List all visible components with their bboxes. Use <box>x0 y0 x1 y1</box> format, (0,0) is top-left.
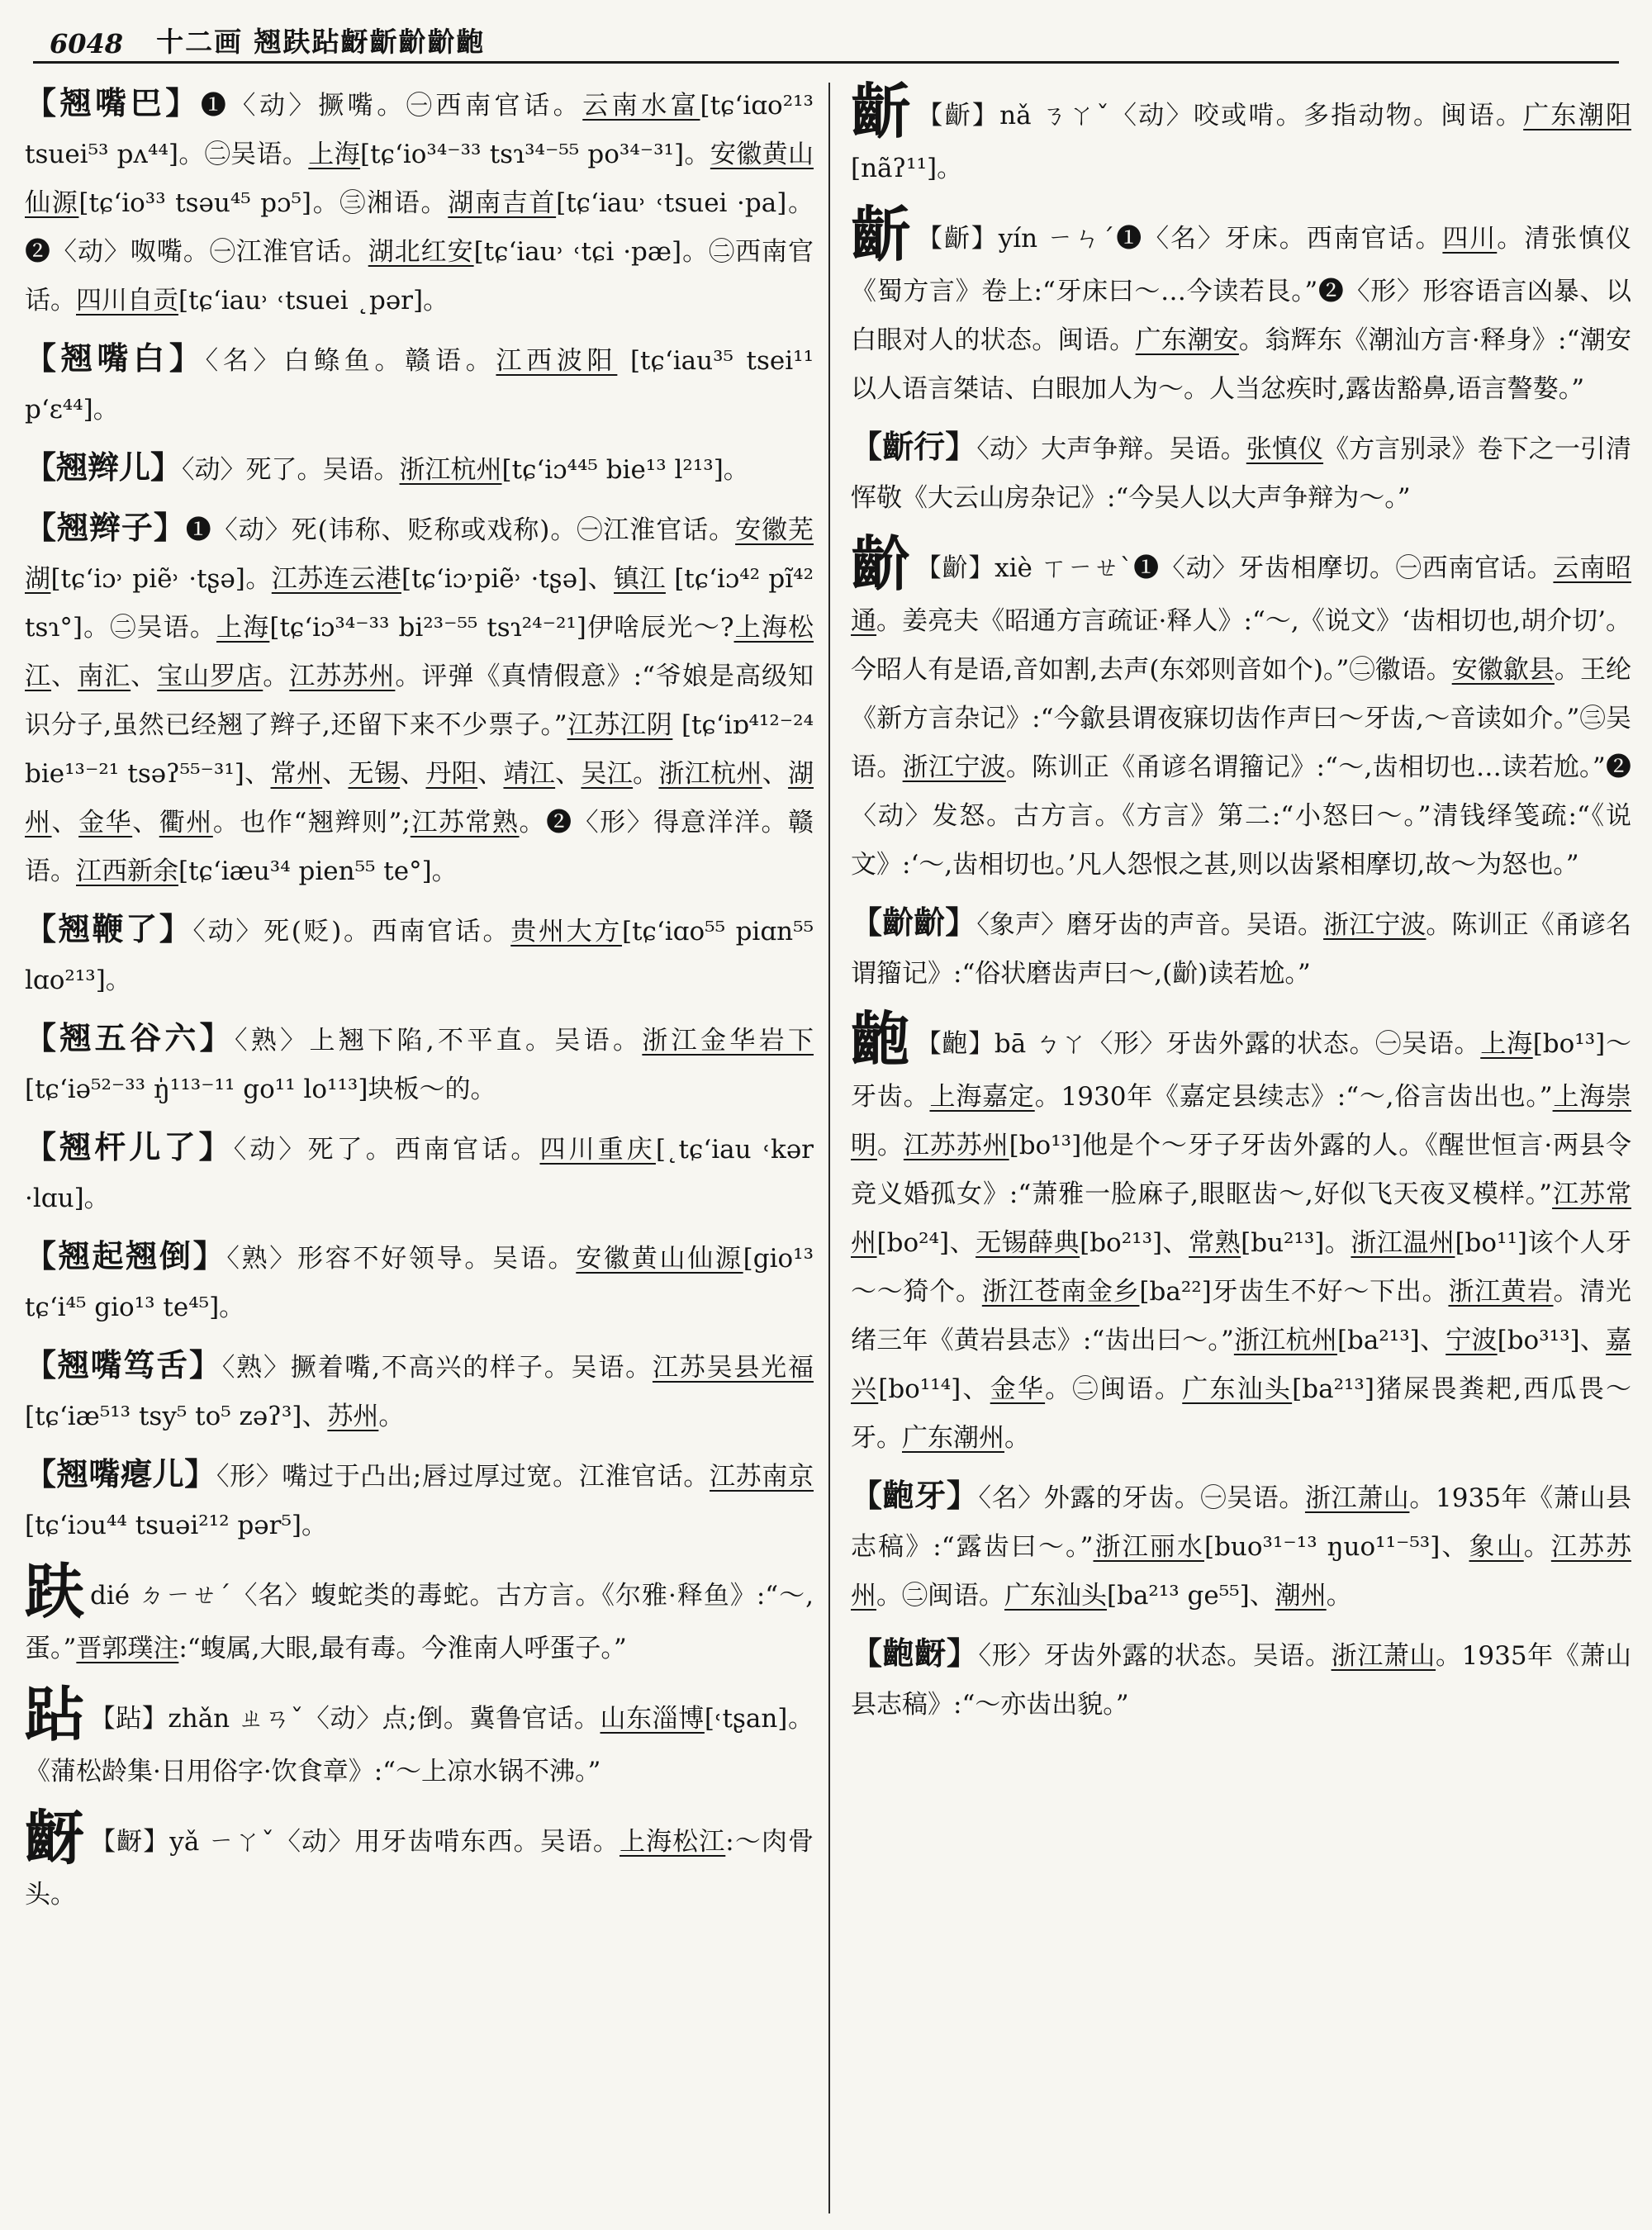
entry-headword: 【翘嘴白】 <box>25 339 206 377</box>
entry-text: 【齗】nǎ ㄋㄚˇ〈动〉咬或啃。多指动物。闽语。 <box>917 101 1524 130</box>
entry-text: 〈动〉死了。吴语。 <box>182 455 400 485</box>
entry-text: [tɕʻiau˒ ˓tsuei ·pa]。❷〈动〉呶嘴。㊀江淮官话。 <box>25 188 814 267</box>
entry-text: 。清光绪三年《黄岩县志》:“齿出曰～。” <box>851 1277 1631 1355</box>
entry-headword: 【翘杆儿了】 <box>25 1128 234 1165</box>
place-link[interactable]: 江苏苏州 <box>289 662 396 691</box>
entry-text: [bu²¹³]。 <box>1241 1228 1351 1258</box>
place-link[interactable]: 宝山罗店 <box>157 662 263 691</box>
entry-text: [˛tɕʻiau ˓kər ·lɑu]。 <box>25 1135 814 1213</box>
place-link[interactable]: 安徽黄山仙源 <box>25 140 814 218</box>
entry-text: 。 <box>1004 1423 1030 1453</box>
place-link[interactable]: 无锡薛典 <box>976 1228 1080 1258</box>
place-link[interactable]: 上海松江 <box>25 613 814 691</box>
header-rule <box>33 61 1619 64</box>
entry-text: 〈熟〉上翘下陷,不平直。吴语。 <box>235 1026 643 1056</box>
entry-text: 。姜亮夫《昭通方言疏证·释人》:“～,《说文》‘齿相切也,胡介切’。今昭人有是语,音如割,去声(东郊则音如个)。”㊁徽语。 <box>851 606 1631 685</box>
head-character: 齖 <box>25 1802 86 1872</box>
entry-text: 、 <box>477 759 504 789</box>
place-link[interactable]: 金华 <box>78 808 133 837</box>
entry-char-yin <box>851 199 1631 414</box>
entry-text: [buo³¹⁻¹³ ŋuo¹¹⁻⁵³]、 <box>1203 1532 1469 1562</box>
entry-qiaozuidushe <box>25 1340 814 1441</box>
entry-text: 【齙】bā ㄅㄚ〈形〉牙齿外露的状态。㊀吴语。 <box>915 1029 1481 1059</box>
head-character: 齗 <box>851 78 913 146</box>
place-link[interactable]: 吴江 <box>581 759 634 789</box>
entry-text: [tɕʻiɔu⁴⁴ tsuəi²¹² pər⁵]。 <box>25 1511 327 1540</box>
place-link[interactable]: 江西波阳 <box>496 346 618 376</box>
entry-text: 、 <box>762 759 789 789</box>
entry-text: 、 <box>322 759 349 789</box>
entry-text: [bo³¹³]、 <box>1497 1326 1607 1355</box>
place-link[interactable]: 浙江丽水 <box>1093 1532 1204 1562</box>
entry-text: [tɕʻiɔ˒piẽ˒ ·tʂə]、 <box>401 564 615 594</box>
entry-qiaobianle <box>25 904 814 1005</box>
entry-text: 。1935年《萧山县志稿》:“～亦齿出貌。” <box>851 1641 1631 1720</box>
entry-qiaowuguliu <box>25 1013 814 1114</box>
place-link[interactable]: 安徽芜湖 <box>25 515 814 594</box>
entry-qiaoqiqiaodao <box>25 1231 814 1332</box>
entry-text: :“蝮属,大眼,最有毒。今淮南人呼蛋子。” <box>178 1634 627 1663</box>
place-link[interactable]: 南汇 <box>78 662 131 691</box>
place-link[interactable]: 常州 <box>270 759 323 789</box>
entry-text: 【齘】xiè ㄒㄧㄝˋ❶〈动〉牙齿相摩切。㊀西南官话。 <box>915 553 1554 583</box>
entry-text: [tɕʻiæu³⁴ pien⁵⁵ te°]。 <box>178 856 458 886</box>
place-link[interactable]: 江苏吴县光福 <box>652 1353 814 1383</box>
entry-text: ❶〈动〉撅嘴。㊀西南官话。 <box>200 91 583 121</box>
entry-headword: 【齘齘】 <box>851 904 977 941</box>
entry-text: 《方言别录》卷下之一引清恽敬《大云山房杂记》:“今吴人以大声争辩为～。” <box>851 434 1631 513</box>
place-link[interactable]: 江西新余 <box>76 856 178 886</box>
place-link[interactable]: 宁波 <box>1446 1326 1498 1355</box>
right-column <box>851 78 1631 2218</box>
entry-text: 〈名〉外露的牙齿。㊀吴语。 <box>978 1483 1305 1513</box>
entry-text: 〈动〉死(贬)。西南官话。 <box>192 917 511 947</box>
entry-text: [tɕʻiɒ⁴¹²⁻²⁴ bie¹³⁻²¹ tsəʔ⁵⁵⁻³¹]、 <box>25 710 814 789</box>
place-link[interactable]: 山东淄博 <box>600 1704 705 1734</box>
entry-qiaozuiba <box>25 78 814 325</box>
place-link[interactable]: 云南水富 <box>582 91 700 121</box>
place-link[interactable]: 上海松江 <box>619 1827 726 1857</box>
place-link[interactable]: 广东汕头 <box>1004 1581 1107 1611</box>
entry-text: 。㊁闽语。 <box>876 1581 1004 1611</box>
place-link[interactable]: 常熟 <box>1189 1228 1241 1258</box>
place-link[interactable]: 浙江黄岩 <box>1448 1277 1554 1307</box>
entry-text: 、 <box>51 662 78 691</box>
place-link[interactable]: 浙江萧山 <box>1304 1483 1410 1513</box>
entry-text: 、 <box>555 759 582 789</box>
entry-xiexie <box>851 898 1631 999</box>
place-link[interactable]: 四川自贡 <box>76 286 178 316</box>
entry-text: 。 <box>876 1131 904 1160</box>
place-link[interactable]: 浙江苍南金乡 <box>981 1277 1140 1307</box>
place-link[interactable]: 上海嘉定 <box>929 1082 1035 1112</box>
place-link[interactable]: 浙江温州 <box>1351 1228 1455 1258</box>
entry-text: 〈形〉牙齿外露的状态。吴语。 <box>978 1641 1332 1671</box>
page-number: 6048 <box>50 28 124 59</box>
place-link[interactable]: 贵州大方 <box>510 917 622 947</box>
entry-text: [tɕʻiau³⁵ tsei¹¹ pʻɛ⁴⁴]。 <box>25 346 814 425</box>
entry-text: 〈形〉嘴过于凸出;唇过厚过宽。江淮官话。 <box>216 1462 710 1492</box>
entry-text: 【齖】yǎ ㄧㄚˇ〈动〉用牙齿啃东西。吴语。 <box>90 1827 620 1857</box>
place-link[interactable]: 上海 <box>308 140 361 169</box>
header-title: 十二画 翘趺跕齖齗齘齘齙 <box>156 26 486 58</box>
place-link[interactable]: 江苏江阴 <box>567 710 673 740</box>
entry-headword: 【齗行】 <box>851 428 977 465</box>
entry-text: [bo¹³]他是个～牙子牙齿外露的人。《醒世恒言·两县令竞义婚孤女》:“萧雅一脸麻子,眼眍齿～,好似飞天夜叉模样。” <box>851 1131 1631 1209</box>
entry-text: 〈名〉白鲦鱼。赣语。 <box>205 346 496 376</box>
head-character: 趺 <box>25 1556 86 1626</box>
entry-text: 。清张慎仪《蜀方言》卷上:“牙床曰～…今读若艮。”❷〈形〉形容语言凶暴、以白眼对人的状态。闽语。 <box>851 224 1631 355</box>
entry-baya <box>851 1471 1631 1620</box>
entry-qiaozuibai <box>25 334 814 434</box>
entry-text: 。评弹《真情假意》:“爷娘是高级知识分子,虽然已经翘了辫子,还留下来不少票子。” <box>25 662 814 740</box>
entry-text: :～肉骨头。 <box>25 1827 814 1910</box>
entry-text: 。1930年《嘉定县续志》:“～,俗言齿出也。” <box>1034 1082 1553 1112</box>
source-link[interactable]: 晋郭璞注 <box>76 1634 179 1663</box>
entry-text: [nãʔ¹¹]。 <box>851 154 963 183</box>
entry-text: [ba²¹³]猪屎畏粪耙,西瓜畏～牙。 <box>851 1374 1631 1453</box>
page-header <box>50 18 1611 59</box>
place-link[interactable]: 浙江宁波 <box>1323 910 1427 940</box>
place-link[interactable]: 江苏苏州 <box>851 1532 1631 1611</box>
entry-text: 。翁辉东《潮汕方言·释身》:“潮安以人语言桀诘、白眼加人为～。人当忿疾时,露齿豁鼻,语言謷嫯。” <box>851 325 1631 404</box>
entry-headword: 【齙牙】 <box>851 1477 979 1514</box>
entry-text: 〈动〉死了。西南官话。 <box>233 1135 540 1165</box>
entry-char-ba <box>851 1004 1631 1463</box>
place-link[interactable]: 四川重庆 <box>539 1135 656 1165</box>
entry-text: [˓tʂan]。《蒲松龄集·日用俗字·饮食章》:“～上凉水锅不沸。” <box>25 1704 814 1786</box>
head-character: 跕 <box>25 1679 85 1749</box>
place-link[interactable]: 靖江 <box>503 759 556 789</box>
entry-qiaoganerle <box>25 1122 814 1223</box>
entry-headword: 【齙齖】 <box>851 1635 979 1672</box>
source-link[interactable]: 张慎仪 <box>1246 434 1324 464</box>
entry-text: [tɕʻiɔ⁴⁴⁵ bie¹³ l²¹³]。 <box>501 455 749 485</box>
entry-text: 。1935年《萧山县志稿》:“露齿曰～。” <box>851 1483 1631 1562</box>
entry-text: 【齗】yín ㄧㄣˊ❶〈名〉牙床。西南官话。 <box>916 224 1443 254</box>
entry-text: [tɕʻiɑo²¹³ tsuei⁵³ pʌ⁴⁴]。㊁吴语。 <box>25 91 814 169</box>
entry-text: [gio¹³ tɕʻi⁴⁵ gio¹³ te⁴⁵]。 <box>25 1244 814 1322</box>
entry-char-zhan <box>25 1679 814 1796</box>
entry-text: 【跕】zhǎn ㄓㄢˇ〈动〉点;倒。冀鲁官话。 <box>89 1704 601 1734</box>
column-divider <box>828 83 830 2213</box>
head-character: 齙 <box>851 1004 911 1075</box>
entry-text: [tɕʻiæ⁵¹³ tsy⁵ to⁵ zəʔ³]、 <box>25 1402 328 1431</box>
entry-text: 〈熟〉撅着嘴,不高兴的样子。吴语。 <box>221 1353 653 1383</box>
place-link[interactable]: 江苏连云港 <box>271 564 401 594</box>
entry-headword: 【翘鞭了】 <box>25 910 193 947</box>
place-link[interactable]: 江苏南京 <box>710 1462 814 1492</box>
entry-text: 。 <box>633 759 659 789</box>
place-link[interactable]: 无锡 <box>348 759 401 789</box>
place-link[interactable]: 浙江杭州 <box>658 759 762 789</box>
entry-text: 。陈训正《甬谚名谓籀记》:“～,齿相切也…读若尬。”❷〈动〉发怒。古方言。《方言》第二:“小怒曰～。”清钱绎笺疏:“《说文》:‘～,齿相切也。’凡人怨恨之甚,则以齿紧相摩切,故～为怒也。” <box>851 752 1631 880</box>
entry-text: [tɕʻiɔ³⁴⁻³³ bi²³⁻⁵⁵ tsɿ²⁴⁻²¹]伊啥辰光～? <box>269 613 734 643</box>
place-link[interactable]: 浙江萧山 <box>1331 1641 1436 1671</box>
place-link[interactable]: 丹阳 <box>425 759 478 789</box>
entry-text: [bo¹¹⁴]、 <box>878 1374 990 1404</box>
entry-text: [bo¹³]～牙齿。 <box>851 1029 1631 1112</box>
entry-text: 。 <box>1523 1532 1551 1562</box>
entry-text: 、 <box>131 662 158 691</box>
entry-qiaobianer <box>25 443 814 495</box>
place-link[interactable]: 嘉兴 <box>851 1326 1631 1404</box>
entry-text: [ba²²]牙齿生不好～下出。 <box>1139 1277 1449 1307</box>
place-link[interactable]: 云南昭通 <box>851 553 1631 636</box>
entry-text: [tɕʻiə⁵²⁻³³ ŋ̍¹¹³⁻¹¹ go¹¹ lo¹¹³]块板～的。 <box>25 1075 496 1104</box>
entry-yinxing <box>851 422 1631 523</box>
entry-headword: 【翘起翘倒】 <box>25 1237 227 1274</box>
entry-headword: 【翘五谷六】 <box>25 1019 235 1056</box>
entry-qiaobianzi <box>25 503 814 896</box>
place-link[interactable]: 江苏常州 <box>851 1179 1631 1258</box>
place-link[interactable]: 广东潮阳 <box>1523 101 1631 130</box>
entry-text: 〈动〉大声争辩。吴语。 <box>976 434 1246 464</box>
place-link[interactable]: 衢州 <box>159 808 213 837</box>
entry-text: [tɕʻiau˒ ˓tsuei ˛pər]。 <box>178 286 449 316</box>
entry-text: 。王纶《新方言杂记》:“今歙县谓夜寐切齿作声曰～牙齿,～音读如介。”㊂吴语。 <box>851 655 1631 782</box>
entry-text: [tɕʻiau˒ ˓tɕi ·pæ]。㊁西南官话。 <box>25 237 814 316</box>
entry-char-ya <box>25 1802 814 1919</box>
entry-char-na <box>851 78 1631 193</box>
place-link[interactable]: 广东汕头 <box>1182 1374 1293 1404</box>
entry-headword: 【翘辫儿】 <box>25 448 183 486</box>
entry-text: 。 <box>378 1402 405 1431</box>
entry-text: 。 <box>1326 1581 1352 1611</box>
entry-text: [tɕʻio³⁴⁻³³ tsɿ³⁴⁻⁵⁵ po³⁴⁻³¹]。 <box>360 140 710 169</box>
head-character: 齗 <box>851 199 912 269</box>
entry-headword: 【翘辫子】 <box>25 509 186 546</box>
place-link[interactable]: 安徽黄山仙源 <box>576 1244 743 1274</box>
place-link[interactable]: 上海 <box>1480 1029 1533 1059</box>
entry-text: 〈熟〉形容不好领导。吴语。 <box>226 1244 577 1274</box>
left-column <box>25 78 814 2218</box>
place-link[interactable]: 江苏常熟 <box>410 808 520 837</box>
place-link[interactable]: 湖南吉首 <box>448 188 557 218</box>
place-link[interactable]: 江苏苏州 <box>903 1131 1009 1160</box>
entry-qiaozuibieer <box>25 1450 814 1550</box>
entry-text: [ba²¹³]、 <box>1336 1326 1446 1355</box>
place-link[interactable]: 浙江杭州 <box>1233 1326 1337 1355</box>
entry-text: 、 <box>51 808 79 837</box>
place-link[interactable]: 广东潮州 <box>902 1423 1004 1453</box>
place-link[interactable]: 浙江宁波 <box>902 752 1006 782</box>
entry-text: [tɕʻiɔ˒ piẽ˒ ·tʂə]。 <box>50 564 272 594</box>
entry-char-die <box>25 1556 814 1673</box>
entry-text: [bo¹¹]该个人牙～～猗个。 <box>851 1228 1631 1307</box>
place-link[interactable]: 苏州 <box>327 1402 379 1431</box>
place-link[interactable]: 安徽歙县 <box>1451 655 1555 685</box>
head-character: 齘 <box>851 529 911 599</box>
place-link[interactable]: 湖北红安 <box>368 237 474 267</box>
entry-text: 〈象声〉磨牙齿的声音。吴语。 <box>976 910 1324 940</box>
entry-baya-state <box>851 1629 1631 1729</box>
entry-text: [tɕʻiɔ⁴² pĩ⁴² tsɿ°]。㊁吴语。 <box>25 564 814 643</box>
place-link[interactable]: 湖州 <box>25 759 814 837</box>
entry-text: dié ㄉㄧㄝˊ〈名〉蝮蛇类的毒蛇。古方言。《尔雅·释鱼》:“～,蛋。” <box>25 1581 814 1663</box>
place-link[interactable]: 镇江 <box>614 564 666 594</box>
entry-text: [bo²¹³]、 <box>1080 1228 1189 1258</box>
place-link[interactable]: 象山 <box>1469 1532 1524 1562</box>
place-link[interactable]: 潮州 <box>1275 1581 1327 1611</box>
entry-text: 。陈训正《甬谚名谓籀记》:“俗状磨齿声曰～,(齘)读若尬。” <box>851 910 1631 989</box>
entry-text: 。❷〈形〉得意洋洋。赣语。 <box>25 808 814 886</box>
place-link[interactable]: 浙江金华岩下 <box>642 1026 814 1056</box>
entry-text: 。 <box>263 662 290 691</box>
entry-text: [tɕʻio³³ tsəu⁴⁵ pɔ⁵]。㊂湘语。 <box>78 188 449 218</box>
entry-headword: 【翘嘴瘪儿】 <box>25 1455 216 1492</box>
entry-text: 。㊁闽语。 <box>1045 1374 1183 1404</box>
entry-text: 。也作“翘辫则”; <box>212 808 411 837</box>
entry-text: [tɕʻiɑo⁵⁵ piɑn⁵⁵ lɑo²¹³]。 <box>25 917 814 995</box>
place-link[interactable]: 四川 <box>1442 224 1498 254</box>
entry-text: [bo²⁴]、 <box>876 1228 976 1258</box>
entry-text: ❶〈动〉死(讳称、贬称或戏称)。㊀江淮官话。 <box>185 515 736 545</box>
place-link[interactable]: 金华 <box>990 1374 1046 1404</box>
entry-text: 、 <box>400 759 426 789</box>
place-link[interactable]: 浙江杭州 <box>399 455 502 485</box>
entry-text: 、 <box>132 808 159 837</box>
entry-headword: 【翘嘴笃舌】 <box>25 1346 222 1383</box>
entry-text: [ba²¹³ ge⁵⁵]、 <box>1107 1581 1275 1611</box>
place-link[interactable]: 广东潮安 <box>1135 325 1239 355</box>
entry-headword: 【翘嘴巴】 <box>25 84 201 121</box>
place-link[interactable]: 上海 <box>216 613 270 643</box>
place-link[interactable]: 上海崇明 <box>851 1082 1631 1160</box>
entry-char-xie <box>851 531 1631 890</box>
